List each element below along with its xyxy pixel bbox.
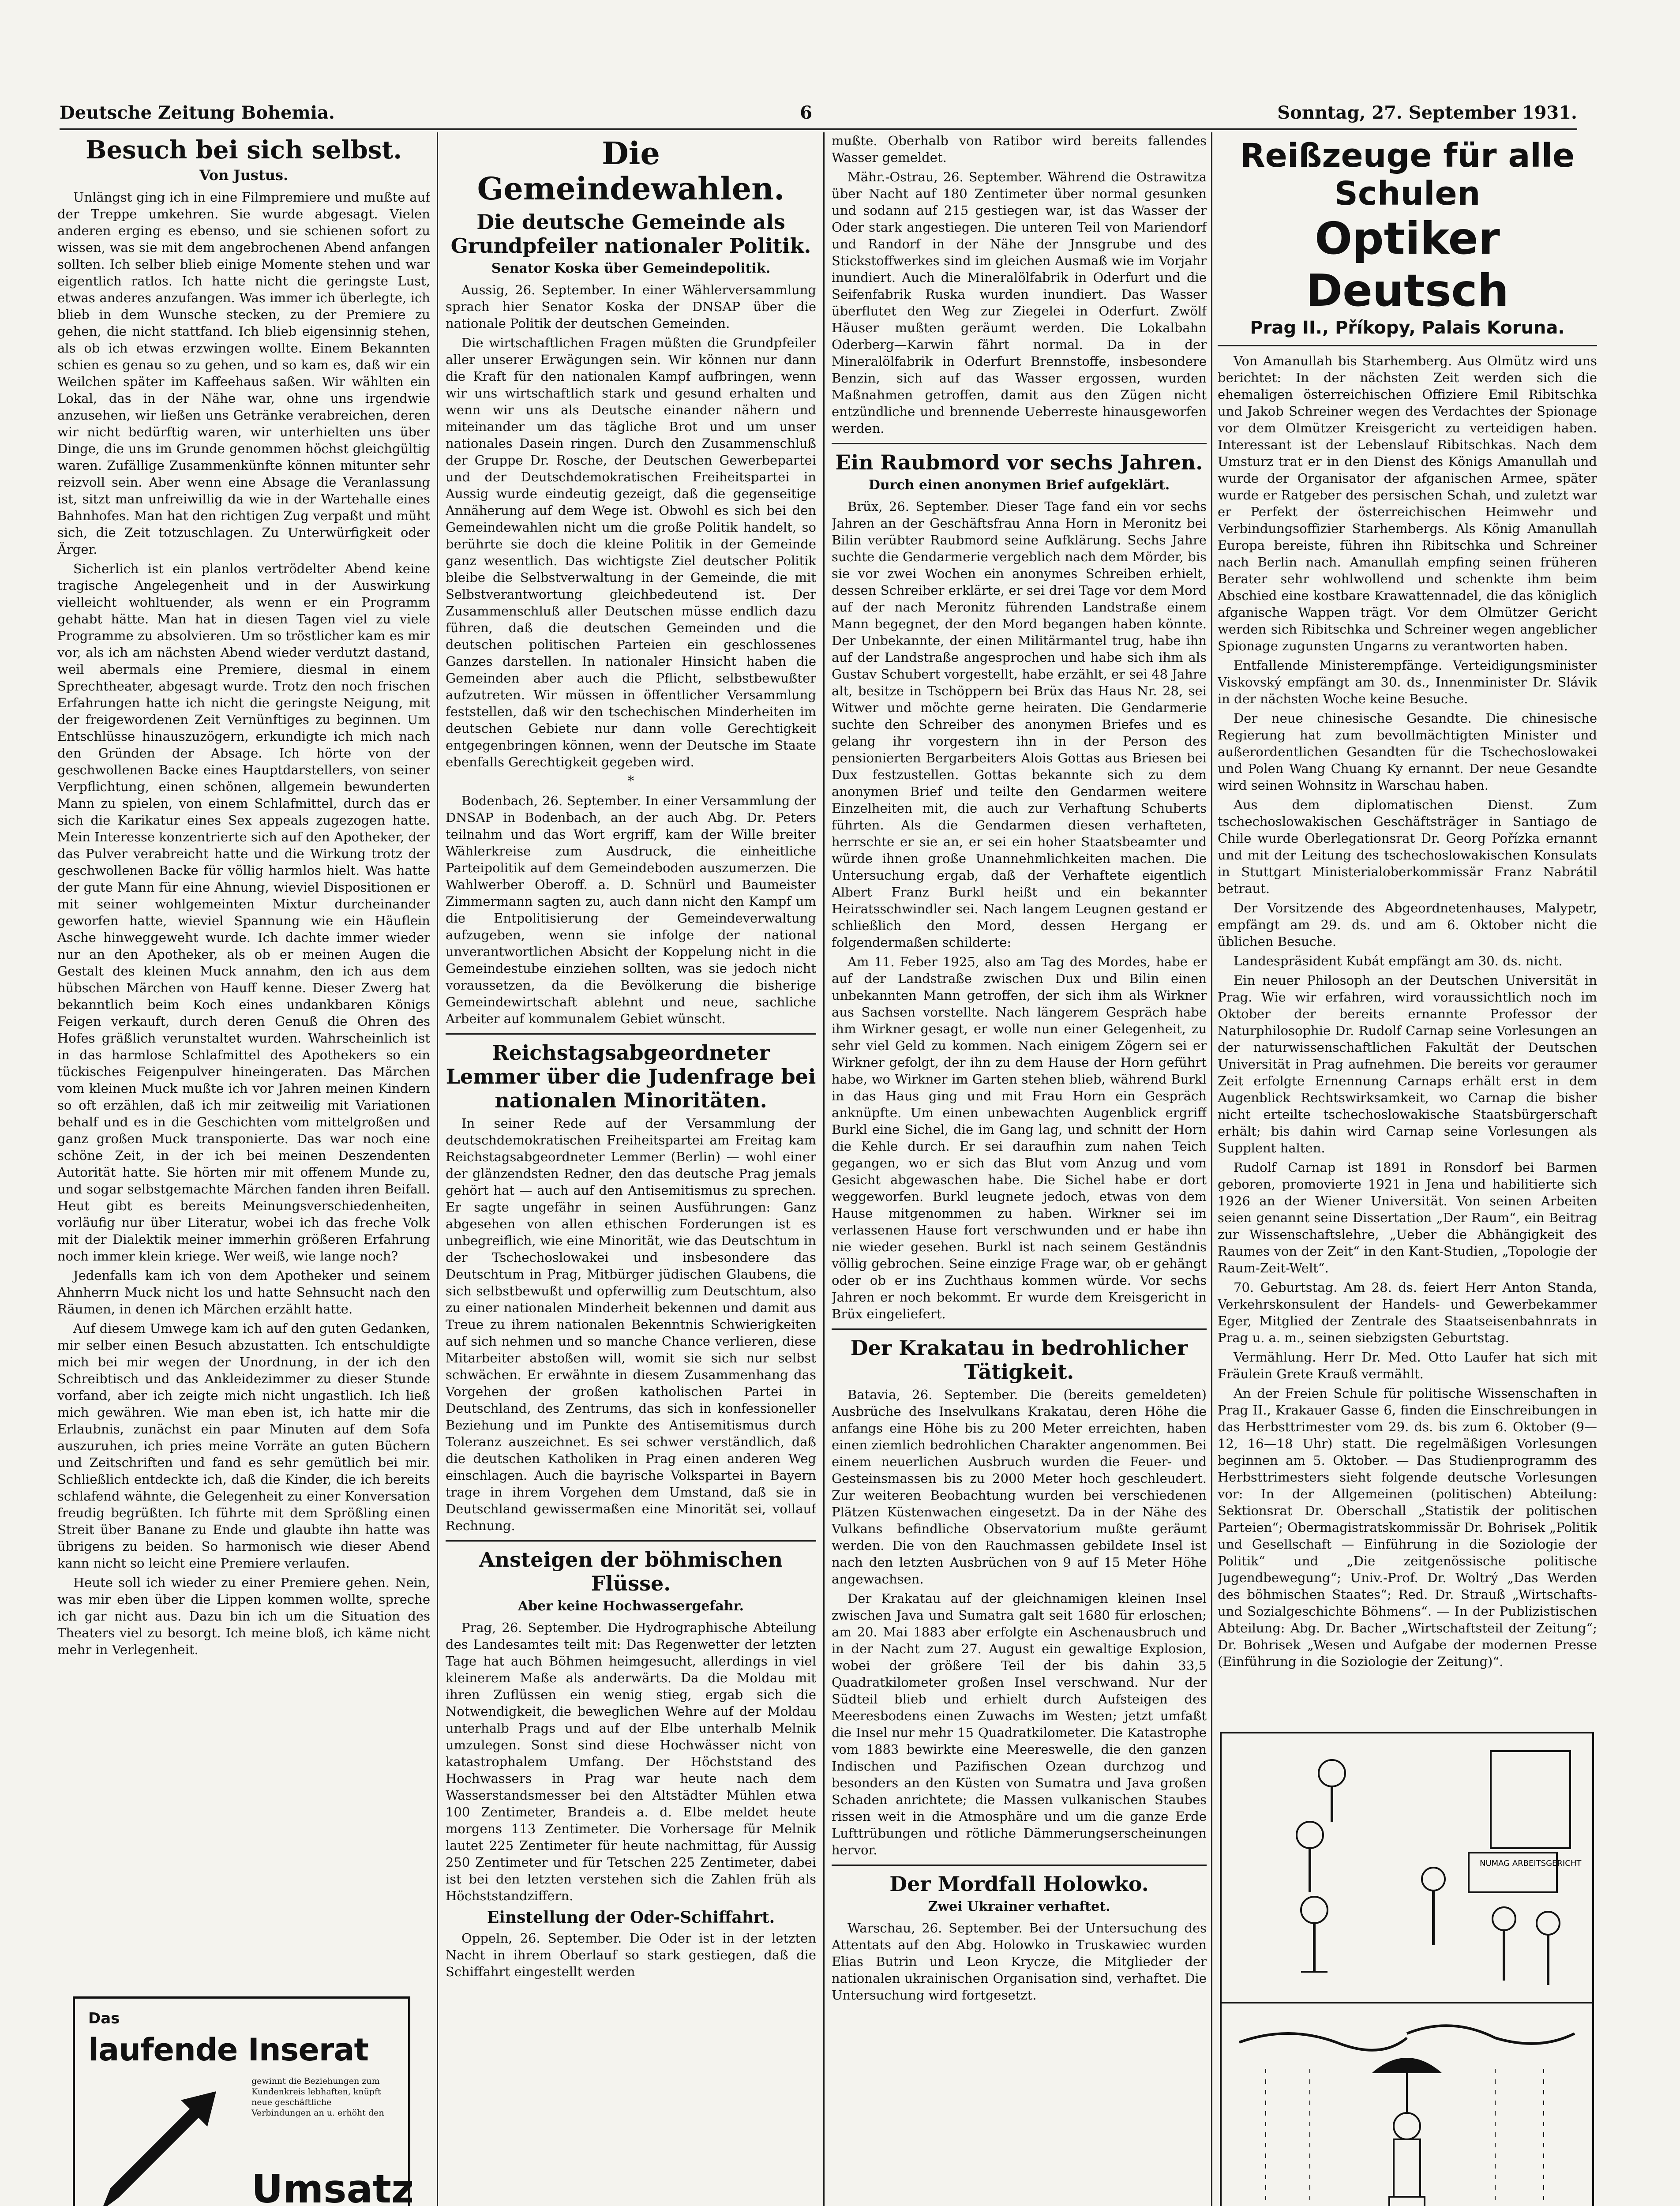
article-paragraph: Auf diesem Umwege kam ich auf den guten Gedanken, mir selber einen Besuch abzustatten. Ich entschuldigte mich bei mir wegen der Unordnung, in der ich den Schreibtisch und das Ankleidezimmer zu dieser Stunde vorfand, aber ich zeigte mich nicht ungastlich. Ich ließ mich gewähren. Wie man eben ist, ich hatte mir die Erlaubnis, zunächst ein paar Minuten auf dem Sofa auszuruhen, ich pries meine Vorräte an guten Büchern und Zeitschriften und fand es sehr gemütlich bei mir. Schließlich entdeckte ich, daß die Kinder, die ich bereits schlafend wähnte, die Gelegenheit zu einer Konversation freudig begrüßten. Ich führte mit dem Sprößling einen Streit über Banane zu Ende und glaubte ihn hatte was übrigens zu beiden. So harmonisch wie dieser Abend kann nicht so leicht eine Premiere verlaufen. [57, 1321, 430, 1571]
ad-line1: Das [88, 2010, 120, 2027]
article-subtitle: Aber keine Hochwassergefahr. [518, 1598, 744, 1614]
ad-optiker-line1: Reißzeuge für alle Schulen [1240, 137, 1575, 213]
article-paragraph: Warschau, 26. September. Bei der Untersuchung des Attentats auf den Abg. Holowko in Truskawiec wurden Elias Butrin und Leon Krycze, die Mitglieder der nationalen ukrainischen Organisation sind, verhaftet. Die Untersuchung wird fortgesetzt. [832, 1921, 1207, 2003]
article-title-lemmer: Reichstagsabgeordneter Lemmer über die Judenfrage bei nationalen Minoritäten. [446, 1041, 816, 1112]
ad-umsatz: Umsatz [251, 2166, 414, 2206]
article-paragraph: Unlängst ging ich in eine Filmpremiere und mußte auf der Treppe umkehren. Sie wurde abgesagt. Vielen anderen erging es ebenso, und sie schienen sofort zu wissen, was sie mit dem angebrochenen Abend anfangen sollten. Ich selber blieb einige Momente stehen und war eigentlich ratlos. Ich hatte nicht die geringste Lust, etwas anderes anzufangen. Was immer ich überlegte, ich blieb in dem Wunsche stecken, zu der Premiere zu gehen, die nicht stattfand. Ich blieb eigensinnig stehen, als ob ich etwas erzwingen wollte. Einem Bekannten schien es genau so zu gehen, und so kam es, daß wir ein Weilchen später im Kaffeehaus saßen. Wir wählten ein Lokal, das in der Nähe war, ohne uns irgendwie anzusehen, wir ließen uns Getränke verabreichen, deren wir nicht bedürftig waren, wir unterhielten uns über Dinge, die uns im Grunde genommen höchst gleichgültig waren. Zufällige Zusammenkünfte können mitunter sehr reizvoll sein. Aber wenn eine Absage die Veranlassung ist, sitzt man unfreiwillig da wie in der Wartehalle eines Bahnhofes. Man hat den richtigen Zug verpaßt und müht sich, die Zeit totzuschlagen. Zu Unterwürfigkeit oder Ärger. [57, 190, 430, 557]
cartoon-drawing [1222, 1733, 1592, 2206]
article-title-krakatau: Der Krakatau in bedrohlicher Tätigkeit. [850, 1336, 1188, 1384]
article-title-gemeindewahlen: Die Gemeindewahlen. [477, 135, 785, 207]
news-item: Vermählung. Herr Dr. Med. Otto Laufer hat sich mit Fräulein Grete Krauß vermählt. [1218, 1350, 1597, 1381]
news-item: Der Vorsitzende des Abgeordnetenhauses, Malypetr, empfängt am 29. ds. und am 6. Oktober nicht die üblichen Besuche. [1218, 900, 1597, 949]
advertisement-optiker-deutsch [1218, 137, 1597, 339]
article-paragraph: Sicherlich ist ein planlos vertrödelter Abend keine tragische Angelegenheit und in der Auswirkung vielleicht wohltuender, als wenn er ein Programm gehabt hätte. Man hat in diesen Tagen viel zu viele Programme zu absolvieren. Um so tröstlicher kam es mir vor, als ich am nächsten Abend wieder verdutzt dastand, weil abermals eine Premiere, diesmal in einem Sprechtheater, abgesagt wurde. Trotz den noch frischen Erfahrungen hatte ich nicht die geringste Neigung, mit der freigewordenen Zeit Vernünftiges zu beginnen. Um Entschlüsse hinauszuzögern, erkundigte ich mich nach den Gründen der Absage. Ich hörte von der geschwollenen Backe eines Hauptdarstellers, von seiner Verpflichtung, einen schönen, allgemein bewunderten Mann zu spielen, von einem Schlafmittel, durch das er sich die Karikatur eines Sex appeals zugezogen hatte. Mein Interesse konzentrierte sich auf den Apotheker, der das Pulver verabreicht hatte und die Wirkung trotz der geschwollenen Backe für völlig harmlos hielt. Was hatte der gute Mann für eine Ahnung, wieviel Dispositionen er mit seiner wohlgemeinten Mixtur durcheinander geworfen hatte, wieviel Spannung wie ein Häuflein Asche hinweggeweht wurde. Ich dachte immer wieder nur an den Apotheker, als ob er meinen Augen die Gestalt des kleinen Muck annahm, den ich aus dem hübschen Märchen von Hauff kenne. Dieser Zwerg hat bekanntlich beim Koch eines undankbaren Königs Feigen verkauft, durch deren Genuß die Ohren des Hofes gräßlich verunstaltet wurden. Wahrscheinlich ist in das harmlose Schlafmittel des Apothekers so ein tückisches Feigenpulver hineingeraten. Das Märchen vom kleinen Muck mußte ich vor Jahren meinen Kindern so oft erzählen, daß ich mir zeitweilig mit Variationen behalf und es in die Geschichten vom mittelgroßen und ganz großen Muck transponierte. Das war noch eine schöne Zeit, in der ich bei meinen Deszendenten Autorität hatte. Sie hörten mir mit offenem Munde zu, und sogar selbstgemachte Märchen fanden ihren Beifall. Heut gibt es bereits Meinungsverschiedenheiten, vorläufig nur über Literatur, wobei ich das freche Volk mit der Dialektik meiner immerhin größeren Erfahrung noch immer klein kriege. Wer weiß, wie lange noch? [57, 561, 430, 1264]
article-paragraph: In seiner Rede auf der Versammlung der deutschdemokratischen Freiheitspartei am Freitag kam Reichstagsabgeordneter Lemmer (Berlin) — wohl einer der glänzendsten Redner, den das deutsche Prag jemals gehört hat — auch auf den Antisemitismus zu sprechen. Er sagte ungefähr in seinen Ausführungen: Ganz abgesehen von allen ethischen Forderungen ist es unbegreiflich, wie eine Minorität, wie das Deutschtum in der Tschechoslowakei und insbesondere das Deutschtum in Prag, Mitbürger jüdischen Glaubens, die sich selbstbewußt und opferwillig zum Deutschtum, also zu einer nationalen Minderheit bekennen und damit aus Treue zu ihrem nationalen Bekenntnis Schwierigkeiten auf sich nehmen und so manche Chance verlieren, diese Mitarbeiter abstoßen will, womit sie sich nur selbst schwächen. Er erwähnte in diesem Zusammenhang das Vorgehen der großen katholischen Partei in Deutschland, des Zentrums, das sich in konfessioneller Beziehung und im Punkte des Antisemitismus durch Toleranz auszeichnet. Es sei schwer verständlich, daß die deutschen Katholiken in Prag einen anderen Weg einschlagen. Auch die bayrische Volkspartei in Bayern trage in ihrem Vorgehen dem Umstand, daß sie in Deutschland gewissermaßen eine Minorität sei, vollauf Rechnung. [446, 1116, 816, 1533]
column-1 [57, 132, 430, 2206]
article-title-holowko: Der Mordfall Holowko. [889, 1872, 1149, 1896]
column-rule [437, 132, 438, 2206]
cartoon-illustration [1220, 1732, 1594, 2206]
header-masthead: Deutsche Zeitung Bohemia. [60, 102, 335, 123]
page-header [60, 99, 1577, 130]
article-subtitle: Die deutsche Gemeinde als Grundpfeiler nationaler Politik. [450, 210, 811, 258]
article-paragraph: Jedenfalls kam ich von dem Apotheker und seinem Ahnherrn Muck nicht los und hatte Sehnsucht nach den Räumen, in denen ich Märchen erzählt hatte. [57, 1268, 430, 1317]
news-item: Entfallende Ministerempfänge. Verteidigungsminister Viskovský empfängt am 30. ds., Innenminister Dr. Slávik in der nächsten Woche keine Besuche. [1218, 658, 1597, 706]
article-divider [832, 443, 1207, 444]
header-date: Sonntag, 27. September 1931. [1277, 102, 1577, 123]
news-item: Der neue chinesische Gesandte. Die chinesische Regierung hat zum bevollmächtigten Minister und außerordentlichen Gesandten für die Tschechoslowakei und Polen Wang Chuang Ky ernannt. Der neue Gesandte wird seinen Wohnsitz in Warschau haben. [1218, 711, 1597, 793]
cartoon-sign-text: NUMAG ARBEITSGERICHT [1480, 1859, 1582, 1868]
article-byline: Von Justus. [199, 167, 289, 184]
article-divider [832, 1328, 1207, 1330]
article-paragraph: Am 11. Feber 1925, also am Tag des Mordes, habe er auf der Landstraße zwischen Dux und Bilin einen unbekannten Mann getroffen, der sich ihm als Wirkner aus Sachsen vorstellte. Nach längerem Gespräch habe ihm Wirkner gesagt, er wolle nun einer Gelegenheit, zu sehr viel Geld zu kommen. Nach einigem Zögern sei er Wirkner gefolgt, der ihn zu dem Hause der Horn geführt habe, wo Wirkner im Garten stehen blieb, während Burkl in das Haus ging und mit Frau Horn ein Gespräch anknüpfte. Um einen unbewachten Augenblick ergriff Burkl eine Sichel, die im Gang lag, und schnitt der Horn die Kehle durch. Er sei daraufhin zum nahen Teich gegangen, wo er sich das Blut vom Anzug und vom Gesicht abgewaschen habe. Die Sichel habe er dort weggeworfen. Burkl leugnete jedoch, etwas von dem Hause mitgenommen zu haben. Wirkner sei im verlassenen Hause fort verschwunden und er habe ihn nie wieder gesehen. Burkl ist nach seinem Geständnis völlig gebrochen. Seine einzige Frage war, ob er gehängt oder ob er ins Zuchthaus kommen würde. Vor sechs Jahren er noch bekommt. Er wurde dem Kreisgericht in Brüx eingeliefert. [832, 954, 1207, 1321]
article-paragraph: mußte. Oberhalb von Ratibor wird bereits fallendes Wasser gemeldet. [832, 133, 1207, 165]
news-item: Ein neuer Philosoph an der Deutschen Universität in Prag. Wie wir erfahren, wird voraussichtlich noch im Oktober der bereits ernannte Professor der Naturphilosophie Dr. Rudolf Carnap seine Vorlesungen an der naturwissenschaftlichen Fakultät der Deutschen Universität in Prag aufnehmen. Die bereits vor geraumer Zeit erfolgte Ernennung Carnaps erhält erst in dem Augenblick Rechtswirksamkeit, wo Carnap die bisher nicht erteilte tschechoslowakische Staatsbürgerschaft erhält; bis dahin wird Carnap seine Vorlesungen als Supplent halten. [1218, 973, 1597, 1156]
ad-arrow-icon [93, 2082, 234, 2206]
article-title-besuch: Besuch bei sich selbst. [86, 135, 402, 165]
separator-star: * [627, 773, 634, 789]
article-paragraph: Aussig, 26. September. In einer Wählerversammlung sprach hier Senator Koska der DNSAP über die nationale Politik der deutschen Gemeinden. [446, 282, 816, 331]
article-divider [832, 1865, 1207, 1866]
column-rule [823, 132, 825, 2206]
article-paragraph: Der Krakatau auf der gleichnamigen kleinen Insel zwischen Java und Sumatra galt seit 1680 für erloschen; am 20. Mai 1883 aber erfolgte ein Aschenausbruch und in der Nacht zum 27. August ein gewaltige Explosion, wobei der größere Teil der bis dahin 33,5 Quadratkilometer großen Insel verschwand. Nur der Südteil blieb und erhielt durch Aufsteigen des Meeresbodens einen Zuwachs im Westen; jetzt umfaßt die Insel nur mehr 15 Quadratkilometer. Die Katastrophe vom 1883 bewirkte eine Meereswelle, die den ganzen Indischen und Pazifischen Ozean durchzog und besonders an den Küsten von Sumatra und Java großen Schaden anrichtete; die Massen vulkanischen Staubes rissen weit in die Atmosphäre und um die ganze Erde Lufttrübungen und rötliche Dämmerungserscheinungen hervor. [832, 1591, 1207, 1857]
article-subtitle: Durch einen anonymen Brief aufgeklärt. [868, 477, 1170, 493]
news-item: Landespräsident Kubát empfängt am 30. ds. nicht. [1234, 953, 1563, 968]
article-paragraph: Heute soll ich wieder zu einer Premiere gehen. Nein, was mir eben über die Lippen kommen wollte, spreche ich gar nicht aus. Dazu bin ich um die Situation des Theaters viel zu besorgt. Ich meine bloß, ich käme nicht mehr in Verlegenheit. [57, 1575, 430, 1657]
article-divider [1218, 345, 1597, 346]
article-divider [446, 1540, 816, 1542]
ad-description: gewinnt die Beziehungen zum Kundenkreis lebhaften, knüpft neue geschäftliche Verbindungen an u. erhöht den [251, 2076, 384, 2118]
advertisement-laufende-inserat [73, 1996, 414, 2206]
ad-optiker-name: Optiker Deutsch [1306, 213, 1509, 316]
news-item: An der Freien Schule für politische Wissenschaften in Prag II., Krakauer Gasse 6, finden die Einschreibungen in das Herbsttrimester vom 29. ds. bis zum 6. Oktober (9—12, 16—18 Uhr) statt. Die regelmäßigen Vorlesungen beginnen am 5. Oktober. — Das Studienprogramm des Herbsttrimesters sieht folgende deutsche Vorlesungen vor: In der Allgemeinen (politischen) Abteilung: Sektionsrat Dr. Oberschall „Statistik der politischen Parteien“; Obermagistratskommissär Dr. Bohrisek „Politik und Gesellschaft — Einführung in die Soziologie der Politik“ und „Die zeitgenössische politische Jugendbewegung“; Univ.-Prof. Dr. Woltrý „Das Werden des böhmischen Staates“; Red. Dr. Strauß „Wirtschafts- und Sozialgeschichte Böhmens“. — In der Publizistischen Abteilung: Abg. Dr. Bacher „Wirtschaftsteil der Zeitung“; Dr. Bohrisek „Wesen und Aufgabe der modernen Presse (Einführung in die Soziologie der Zeitung)“. [1218, 1386, 1597, 1669]
ad-optiker-address: Prag II., Příkopy, Palais Koruna. [1250, 318, 1565, 338]
article-paragraph: Batavia, 26. September. Die (bereits gemeldeten) Ausbrüche des Inselvulkans Krakatau, deren Höhe die anfangs eine Höhe bis zu 200 Meter erreichten, haben einen ziemlich bedrohlichen Charakter angenommen. Bei einem neuerlichen Ausbruch wurden die Feuer- und Gesteinsmassen bis zu 2000 Meter hoch geschleudert. Zur weiteren Beobachtung wurden bei verschiedenen Plätzen Küstenwachen eingesetzt. Da in der Nähe des Vulkans befindliche Observatorium mußte geräumt werden. Die von den Rauchmassen gebildete Insel ist nach den letzten Ausbrüchen von 9 auf 15 Meter Höhe angewachsen. [832, 1387, 1207, 1587]
header-page-number: 6 [800, 102, 812, 123]
article-byline: Senator Koska über Gemeindepolitik. [491, 261, 771, 276]
article-paragraph: Mähr.-Ostrau, 26. September. Während die Ostrawitza über Nacht auf 180 Zentimeter über normal gesunken und sodann auf 215 gestiegen war, ist das Wasser der Oder stark angestiegen. Die unteren Teil von Mariendorf und Randorf in der Nähe der Jnnsgrube und des Stickstoffwerkes sind im gleichen Ausmaß wie im Vorjahr inundiert. Auch die Mineralölfabrik in Oderfurt und die Seifenfabrik Ruska wurden inundiert. Das Wasser überflutet den Weg zur Ziegelei in Oderfurt. Zwölf Häuser mußten geräumt werden. Die Lokalbahn Oderberg—Karwin fährt normal. Da in der Mineralölfabrik in Oderfurt Brennstoffe, insbesondere Benzin, sich auf das Wasser ergossen, wurden Maßnahmen getroffen, damit aus den Zügen nicht entzündliche und brennende Ueberreste hinausgeworfen werden. [832, 169, 1207, 436]
ad-headline: laufende Inserat [88, 2032, 369, 2068]
article-paragraph: Oppeln, 26. September. Die Oder ist in der letzten Nacht in ihrem Oberlauf so stark gestiegen, daß die Schiffahrt eingestellt werden [446, 1931, 816, 1979]
news-item: Rudolf Carnap ist 1891 in Ronsdorf bei Barmen geboren, promovierte 1921 in Jena und habilitierte sich 1926 an der Wiener Universität. Von seinen Arbeiten seien genannt seine Dissertation „Der Raum“, ein Beitrag zur Wissenschaftslehre, „Ueber die Abhängigkeit des Raumes von der Zeit“ in den Kant-Studien, „Topologie der Raum-Zeit-Welt“. [1218, 1160, 1597, 1276]
column-2 [446, 132, 816, 2206]
news-item: Von Amanullah bis Starhemberg. Aus Olmütz wird uns berichtet: In der nächsten Zeit werden sich die ehemaligen österreichischen Offiziere Emil Ribitschka und Jakob Schreiner wegen des Verdachtes der Spionage vor dem Olmützer Kreisgericht zu verteidigen haben. Interessant ist der Lebenslauf Ribitschkas. Nach dem Umsturz trat er in den Dienst des Königs Amanullah und wurde der Organisator der afganischen Armee, später wurde er Ratgeber des persischen Schah, und zuletzt war er Perfekt der österreichischen Heimwehr und Verbindungsoffizier Starhembergs. Als König Amanullah Europa bereiste, führen ihn Ribitschka und Schreiner nach Berlin nach. Amanullah empfing seinen früheren Berater sehr wohlwollend und schenkte ihm beim Abschied eine kostbare Krawattennadel, die das königlich afganische Wappen trägt. Vor dem Olmützer Gericht werden sich Ribitschka und Schreiner wegen angeblicher Spionage zugunsten Ungarns zu verantworten haben. [1218, 353, 1597, 653]
news-item: Aus dem diplomatischen Dienst. Zum tschechoslowakischen Geschäftsträger in Santiago de Chile wurde Oberlegationsrat Dr. Georg Pořízka ernannt und mit der Leitung des tschechoslowakischen Konsulats in Stuttgart Ministerialoberkommissär Franz Nabrátil betraut. [1218, 797, 1597, 896]
article-paragraph: Die wirtschaftlichen Fragen müßten die Grundpfeiler aller unserer Erwägungen sein. Wir können nur dann die Kraft für den nationalen Kampf aufbringen, wenn wir uns wirtschaftlich stark und gesund erhalten und wenn wir uns als Deutsche einander nähern und miteinander um das tägliche Brot und um unser nationales Dasein ringen. Durch den Zusammenschluß der Gruppe Dr. Rosche, der Deutschen Gewerbepartei und der Deutschdemokratischen Freiheitspartei in Aussig wurde eindeutig gezeigt, daß die gegenseitige Annäherung auf dem Wege ist. Obwohl es sich bei den Gemeindewahlen nicht um die große Politik handelt, so berührte sie doch die kleine Politik in der Gemeinde ganz wesentlich. Das wichtigste Ziel deutscher Politik bleibe die Selbstverwaltung in der Gemeinde, die mit Selbstverantwortung gleichbedeutend ist. Der Zusammenschluß aller Deutschen müsse endlich dazu führen, daß die deutschen Gemeinden und die deutschen politischen Parteien ein geschlossenes Ganzes darstellen. In nationaler Hinsicht haben die Gemeinden aber auch die Pflicht, selbstbewußter aufzutreten. Wir müssen in öffentlicher Versammlung feststellen, daß wir den tschechischen Minderheiten im deutschen Gebiete nur dann volle Gerechtigkeit entgegenbringen können, wenn der Deutsche im Staate ebenfalls Gerechtigkeit gegeben wird. [446, 335, 816, 769]
article-divider [446, 1033, 816, 1035]
article-paragraph: Bodenbach, 26. September. In einer Versammlung der DNSAP in Bodenbach, an der auch Abg. Dr. Peters teilnahm und das Wort ergriff, kam der Wille breiter Wählerkreise zum Ausdruck, die einheitliche Parteipolitik auf dem Gemeindeboden auszumerzen. Die Wahlwerber Oberoff. a. D. Schnürl und Baumeister Zimmermann sagten zu, auch dann nicht den Kampf um die Entpolitisierung der Gemeindeverwaltung aufzugeben, wenn sie infolge der national unverantwortlichen Absicht der Koppelung nicht in die Gemeindestube einziehen sollten, was sie jedoch nicht voraussetzen, da die Bevölkerung die bisherige Gemeindewirtschaft ablehnt und neue, sachliche Arbeiter auf kommunalem Gebiet wünscht. [446, 793, 816, 1026]
article-paragraph: Prag, 26. September. Die Hydrographische Abteilung des Landesamtes teilt mit: Das Regenwetter der letzten Tage hat auch Böhmen heimgesucht, allerdings in viel kleinerem Maße als anderwärts. Da die Moldau mit ihren Zuflüssen ein wenig stieg, ergab sich die Notwendigkeit, die beweglichen Wehre auf der Moldau unterhalb Prags und auf der Elbe unterhalb Melnik umzulegen. Sonst sind diese Hochwässer nicht von katastrophalem Umfang. Der Höchststand des Hochwassers in Prag war heute nach dem Wasserstandsmesser bei den Altstädter Mühlen etwa 100 Zentimeter, Brandeis a. d. Elbe meldet heute morgens 113 Zentimeter. Die Vorhersage für Melnik lautet 225 Zentimeter für heute nachmittag, für Aussig 250 Zentimeter und für Tetschen 225 Zentimeter, dabei ist bei den letzten verstehen sich die Zahlen früh als Höchststandziffern. [446, 1620, 816, 1903]
column-rule [1211, 132, 1212, 2206]
column-3 [832, 132, 1207, 2206]
article-paragraph: Brüx, 26. September. Dieser Tage fand ein vor sechs Jahren an der Geschäftsfrau Anna Horn in Meronitz bei Bilin verübter Raubmord seine Aufklärung. Sechs Jahre suchte die Gendarmerie vergeblich nach dem Mörder, bis sie vor zwei Wochen ein anonymes Schreiben erhielt, dessen Schreiber erklärte, er sei drei Tage vor dem Mord auf der nach Meronitz führenden Landstraße einem Mann begegnet, der den Mord begangen haben könnte. Der Unbekannte, der einen Militärmantel trug, habe ihn auf der Landstraße angesprochen und habe sich ihm als Gustav Schubert vorgestellt, habe erzählt, er sei 48 Jahre alt, besitze in Tschöppern bei Brüx das Haus Nr. 28, sei Witwer und möchte gerne heiraten. Die Gendarmerie suchte den Schreiber des anonymen Briefes und es gelang ihr vorgestern ihn in der Person des pensionierten Bergarbeiters Alois Gottas aus Briesen bei Dux festzustellen. Gottas bekannte sich zu dem anonymen Brief und teilte den Gendarmen weitere Einzelheiten mit, die auch zur Verhaftung Schuberts führten. Als die Gendarmen diesen verhafteten, herrschte er sie an, er sei ein hoher Staatsbeamter und würde ihnen große Unannehmlichkeiten machen. Die Untersuchung ergab, daß der Verhaftete eigentlich Albert Franz Burkl heißt und ein bekannter Heiratsschwindler sei. Nach langem Leugnen gestand er schließlich den Mord, dessen Hergang er folgendermaßen schilderte: [832, 499, 1207, 950]
news-item: 70. Geburtstag. Am 28. ds. feiert Herr Anton Standa, Verkehrskonsulent der Handels- und Gewerbekammer Eger, Mitglied der Zentrale des Staatseisenbahnrats in Prag u. a. m., seinen siebzigsten Geburtstag. [1218, 1280, 1597, 1345]
article-title-raubmord: Ein Raubmord vor sechs Jahren. [835, 450, 1203, 474]
article-title-fluesse: Ansteigen der böhmischen Flüsse. [479, 1548, 783, 1595]
article-title-oder: Einstellung der Oder-Schiffahrt. [487, 1908, 775, 1927]
article-subtitle: Zwei Ukrainer verhaftet. [928, 1899, 1110, 1914]
